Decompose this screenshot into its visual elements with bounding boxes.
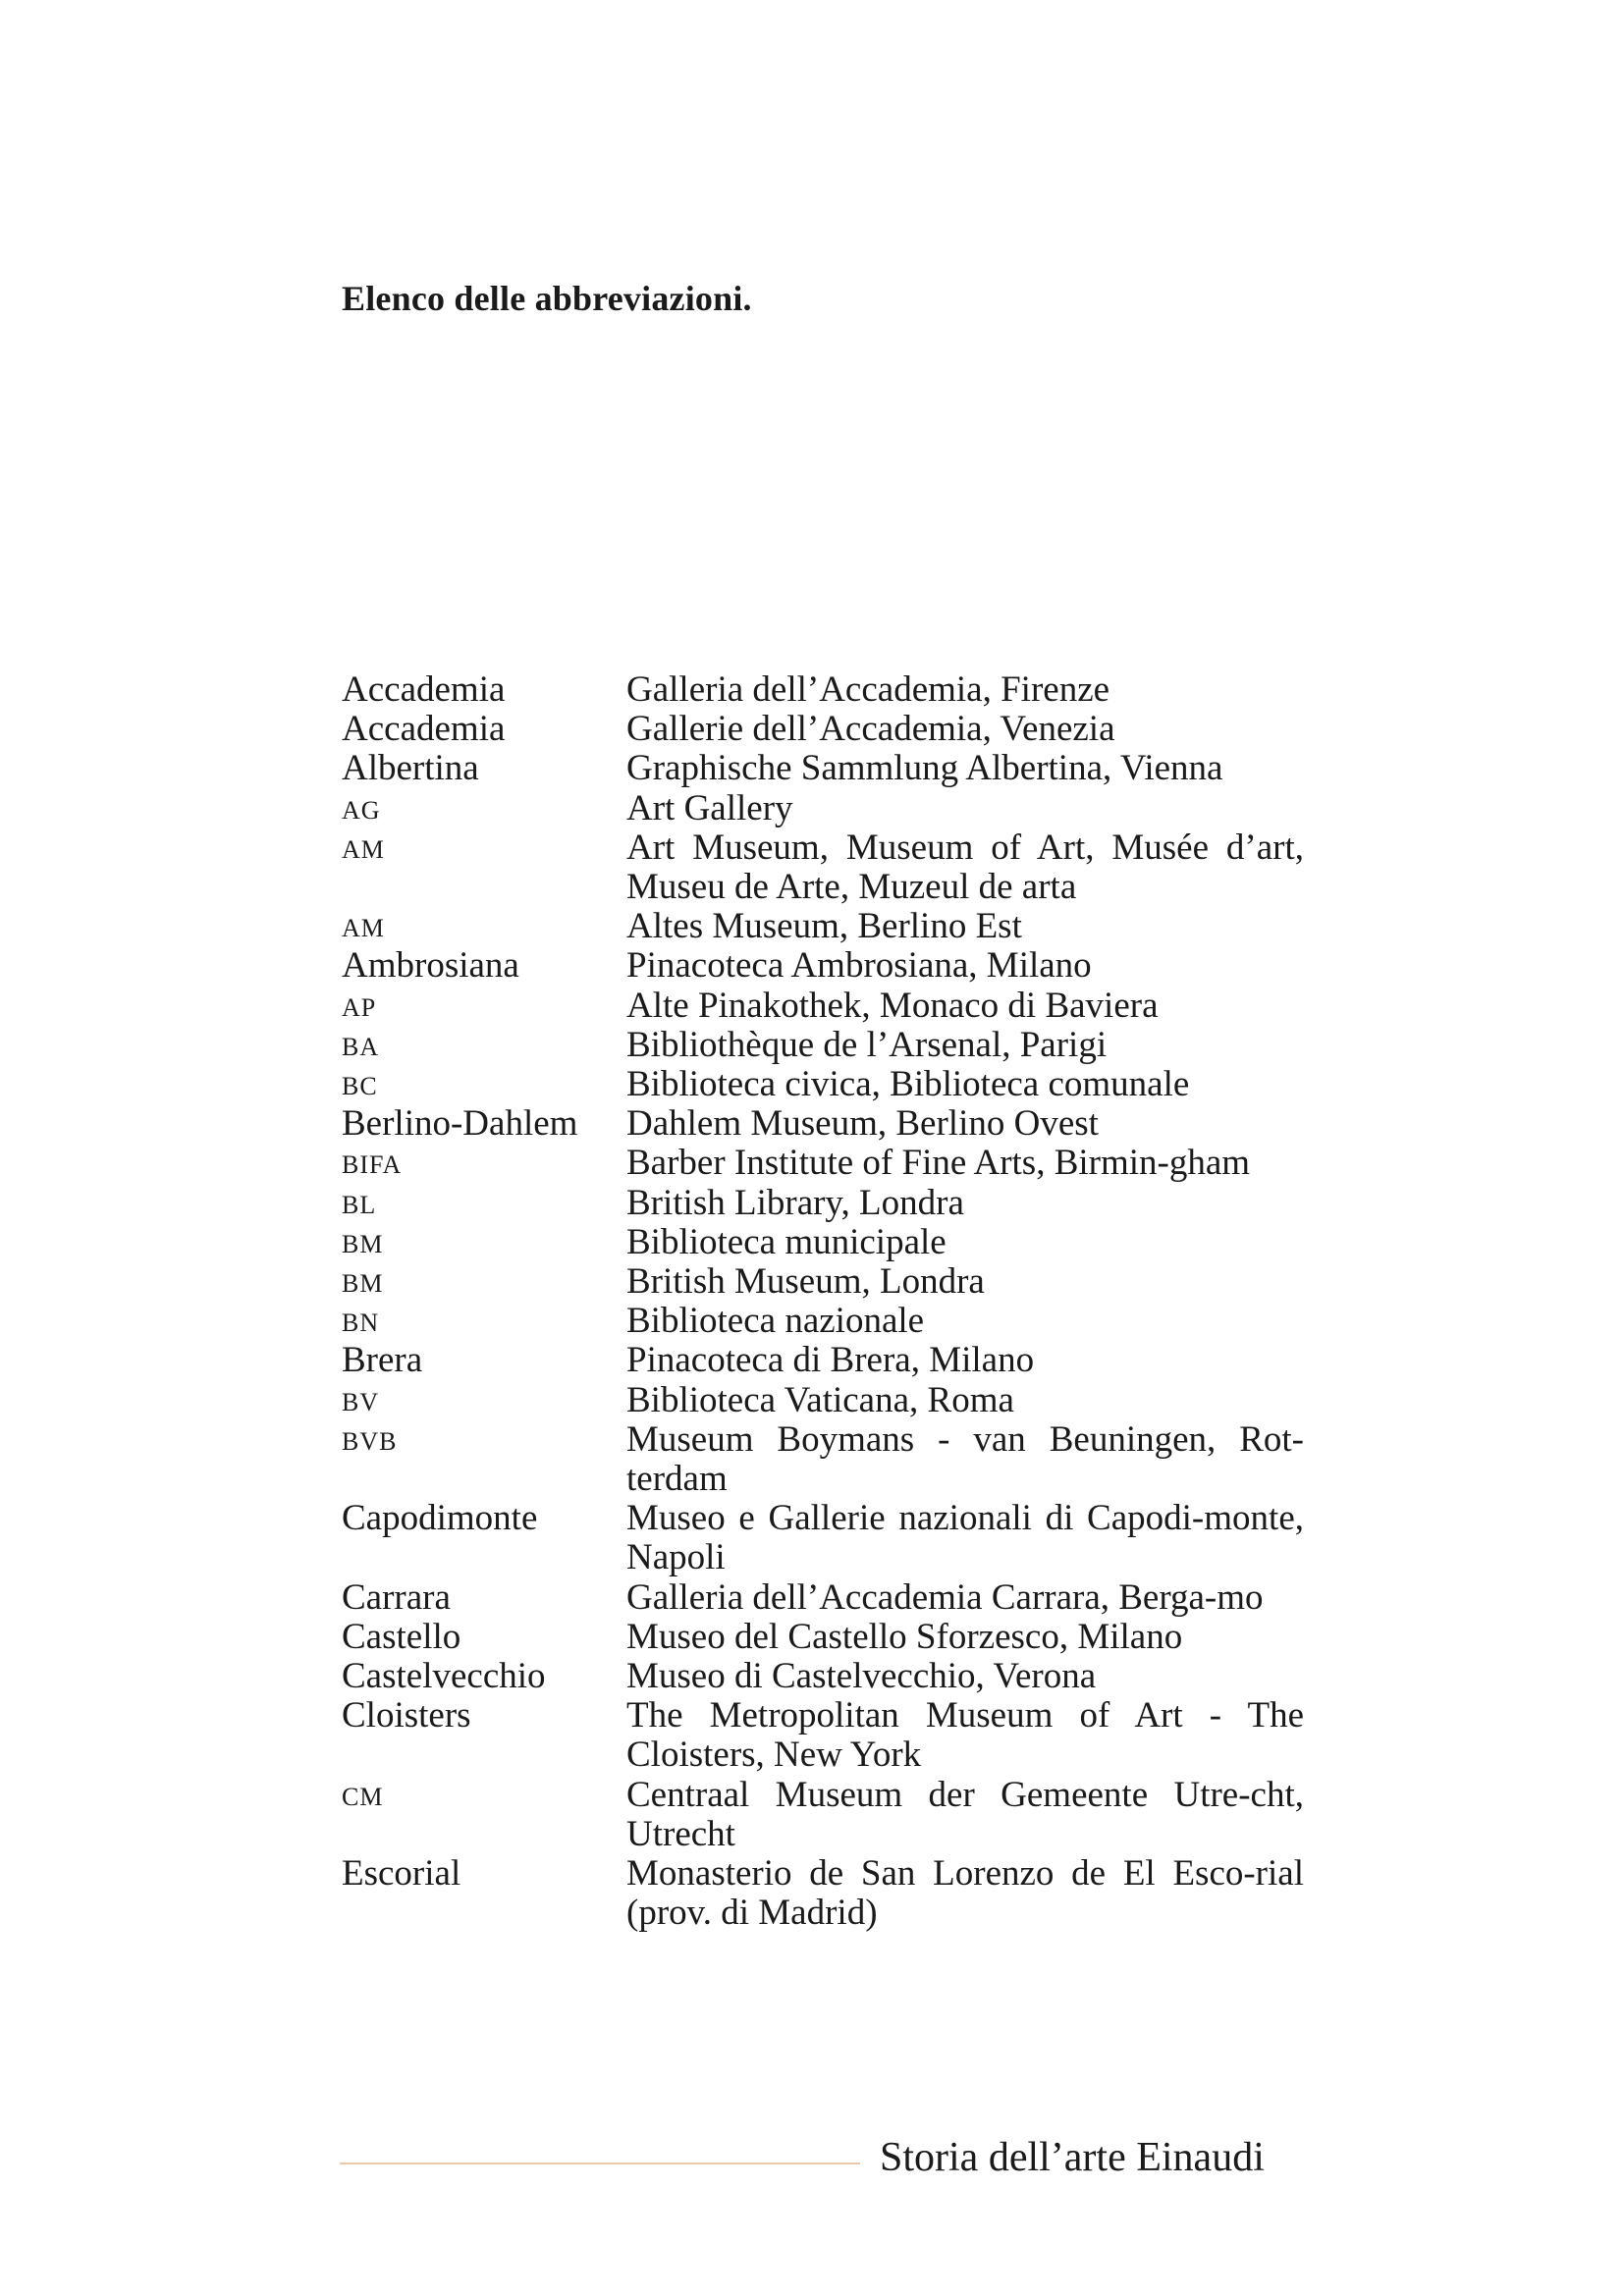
abbreviation-expansion: Biblioteca nazionale: [626, 1301, 925, 1342]
abbreviation-term: AM: [342, 834, 385, 864]
abbreviation-expansion: Pinacoteca Ambrosiana, Milano: [626, 945, 1092, 987]
abbreviation-expansion: Museo e Gallerie nazionali di Capodi-monte, Napoli: [626, 1498, 1304, 1578]
footer-publisher: Storia dell’arte Einaudi: [880, 2135, 1265, 2180]
abbreviation-term: AG: [342, 795, 381, 825]
abbreviation-term: BN: [342, 1308, 380, 1338]
abbreviation-expansion: Biblioteca municipale: [626, 1221, 947, 1262]
abbreviation-term: Berlino-Dahlem: [342, 1103, 578, 1145]
abbreviation-term: Brera: [342, 1340, 423, 1381]
abbreviation-entry: [342, 1696, 1304, 1775]
abbreviation-expansion: Dahlem Museum, Berlino Ovest: [626, 1103, 1099, 1145]
abbreviation-term: AM: [342, 914, 385, 943]
abbreviation-term: BVB: [342, 1426, 398, 1456]
abbreviation-expansion: Centraal Museum der Gemeente Utre-cht, Utrecht: [626, 1774, 1304, 1854]
abbreviation-entry: [342, 1657, 1304, 1696]
abbreviation-expansion: British Museum, Londra: [626, 1261, 985, 1303]
abbreviation-term: Ambrosiana: [342, 945, 519, 987]
abbreviation-term: BL: [342, 1190, 377, 1219]
abbreviation-term: BIFA: [342, 1150, 403, 1180]
abbreviation-term: Castelvecchio: [342, 1656, 546, 1697]
abbreviation-expansion: Pinacoteca di Brera, Milano: [626, 1340, 1035, 1381]
abbreviation-term: BC: [342, 1072, 378, 1101]
abbreviation-list: [342, 670, 1304, 1934]
abbreviation-term: Accademia: [342, 709, 506, 750]
abbreviation-entry: [342, 1223, 1304, 1262]
abbreviation-entry: [342, 828, 1304, 907]
abbreviation-expansion: Altes Museum, Berlino Est: [626, 906, 1022, 947]
abbreviation-expansion: The Metropolitan Museum of Art - The Cloisters, New York: [626, 1695, 1304, 1776]
abbreviation-expansion: Museo di Castelvecchio, Verona: [626, 1656, 1097, 1697]
abbreviation-expansion: Graphische Sammlung Albertina, Vienna: [626, 748, 1223, 789]
abbreviation-term: Accademia: [342, 669, 506, 710]
abbreviation-entry: [342, 1578, 1304, 1618]
abbreviation-expansion: Galleria dell’Accademia, Firenze: [626, 669, 1110, 710]
abbreviation-entry: [342, 1341, 1304, 1380]
abbreviation-expansion: British Library, Londra: [626, 1182, 964, 1223]
abbreviation-term: Capodimonte: [342, 1498, 538, 1539]
abbreviation-term: BM: [342, 1269, 384, 1299]
abbreviation-entry: [342, 1065, 1304, 1104]
abbreviation-entry: [342, 789, 1304, 828]
abbreviation-expansion: Art Gallery: [626, 787, 793, 828]
abbreviation-expansion: Barber Institute of Fine Arts, Birmin-gham: [626, 1143, 1251, 1184]
footer-divider: [340, 2163, 860, 2164]
abbreviation-entry: [342, 1026, 1304, 1065]
abbreviation-term: CM: [342, 1782, 384, 1811]
abbreviation-entry: [342, 749, 1304, 788]
abbreviation-entry: [342, 1854, 1304, 1933]
abbreviation-entry: [342, 1420, 1304, 1499]
abbreviation-expansion: Gallerie dell’Accademia, Venezia: [626, 709, 1115, 750]
abbreviation-expansion: Museum Boymans - van Beuningen, Rot-terdam: [626, 1418, 1304, 1500]
abbreviation-entry: [342, 1104, 1304, 1144]
abbreviation-entry: [342, 670, 1304, 710]
abbreviation-entry: [342, 1381, 1304, 1420]
abbreviation-term: BA: [342, 1032, 380, 1061]
abbreviation-term: AP: [342, 992, 377, 1022]
abbreviation-entry: [342, 946, 1304, 986]
abbreviation-expansion: Museo del Castello Sforzesco, Milano: [626, 1616, 1183, 1657]
abbreviation-entry: [342, 1499, 1304, 1577]
abbreviation-expansion: Monasterio de San Lorenzo de El Esco-rial (prov. di Madrid): [626, 1853, 1304, 1934]
abbreviation-expansion: Galleria dell’Accademia Carrara, Berga-mo: [626, 1576, 1264, 1618]
abbreviation-entry: [342, 987, 1304, 1026]
abbreviation-entry: [342, 1144, 1304, 1183]
abbreviation-entry: [342, 1618, 1304, 1657]
abbreviation-expansion: Bibliothèque de l’Arsenal, Parigi: [626, 1024, 1108, 1065]
abbreviation-term: BM: [342, 1229, 384, 1258]
abbreviation-expansion: Art Museum, Museum of Art, Musée d’art, Museu de Arte, Muzeul de arta: [626, 827, 1304, 908]
abbreviation-expansion: Alte Pinakothek, Monaco di Baviera: [626, 985, 1159, 1026]
abbreviation-entry: [342, 1776, 1304, 1854]
abbreviation-entry: [342, 710, 1304, 749]
abbreviation-term: Carrara: [342, 1576, 451, 1618]
abbreviation-entry: [342, 1262, 1304, 1302]
abbreviation-entry: [342, 1184, 1304, 1223]
abbreviation-entry: [342, 1302, 1304, 1341]
abbreviation-term: Cloisters: [342, 1695, 471, 1736]
abbreviation-term: BV: [342, 1387, 380, 1416]
abbreviation-expansion: Biblioteca Vaticana, Roma: [626, 1379, 1014, 1420]
abbreviation-term: Castello: [342, 1616, 461, 1657]
abbreviation-term: Escorial: [342, 1853, 461, 1895]
abbreviation-entry: [342, 907, 1304, 946]
abbreviation-expansion: Biblioteca civica, Biblioteca comunale: [626, 1064, 1190, 1105]
abbreviation-term: Albertina: [342, 748, 479, 789]
page-title: Elenco delle abbreviazioni.: [342, 279, 752, 318]
